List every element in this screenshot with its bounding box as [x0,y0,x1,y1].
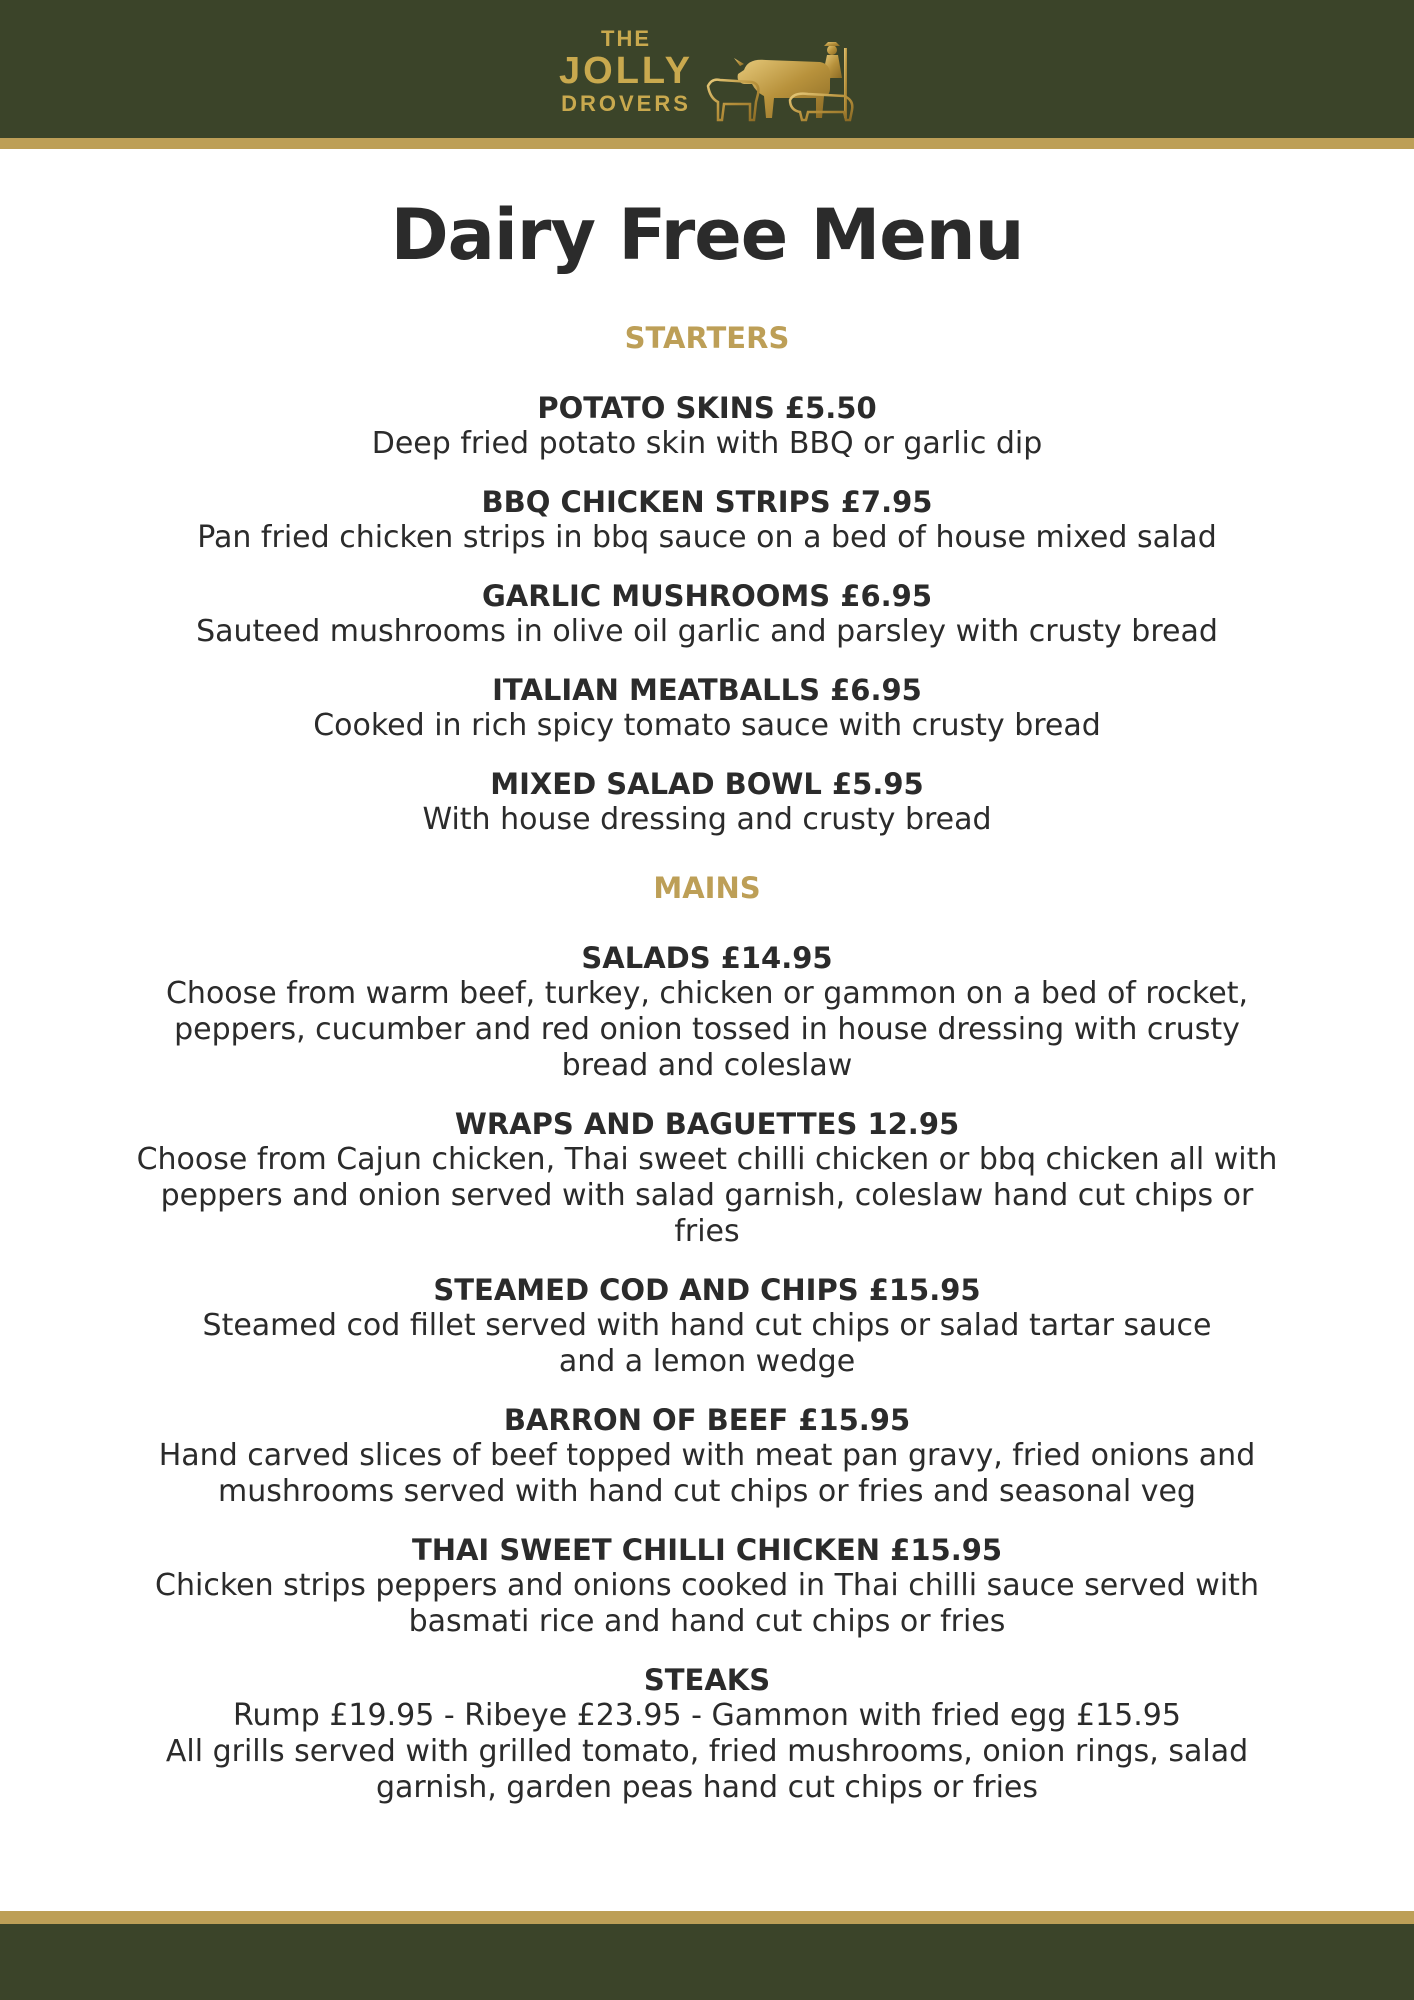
menu-item-name: STEAMED COD AND CHIPS £15.95 [433,1273,981,1307]
menu-item-description: Cooked in rich spicy tomato sauce with crusty bread [313,708,1101,743]
menu-item-description: Choose from Cajun chicken, Thai sweet chilli chicken or bbq chicken all with peppers and onion served with salad garnish, coleslaw hand cut chips or fries [136,1142,1278,1249]
menu-item-description: Steamed cod fillet served with hand cut chips or salad tartar sauce and a lemon wedge [202,1308,1212,1379]
mains-list [60,940,1354,1806]
menu-item-name: POTATO SKINS £5.50 [537,391,877,425]
menu-item [60,766,1354,838]
menu-item [60,1532,1354,1640]
page-title: Dairy Free Menu [390,194,1024,276]
footer-gold-stripe [0,1911,1414,1924]
menu-item-name: ITALIAN MEATBALLS £6.95 [492,673,922,707]
menu-item [60,390,1354,462]
footer-bar [0,1924,1414,2000]
menu-item-description: Sauteed mushrooms in olive oil garlic and parsley with crusty bread [196,614,1218,649]
menu-item-name: BBQ CHICKEN STRIPS £7.95 [481,485,933,519]
logo-wordmark [556,26,696,118]
menu-item [60,672,1354,744]
header-bar [0,0,1414,138]
menu-item [60,1272,1354,1380]
menu-item-name: SALADS £14.95 [581,941,833,975]
menu-item-name: STEAKS [643,1663,771,1697]
starters-list [60,390,1354,838]
menu-item [60,1402,1354,1510]
header-gold-stripe [0,138,1414,149]
menu-item [60,1106,1354,1250]
menu-item-name: THAI SWEET CHILLI CHICKEN £15.95 [411,1533,1003,1567]
menu-item [60,1662,1354,1806]
menu-item-description: With house dressing and crusty bread [422,802,992,837]
menu-item-name: MIXED SALAD BOWL £5.95 [490,767,924,801]
drover-animals-icon [704,40,864,126]
menu-item-description: Rump £19.95 - Ribeye £23.95 - Gammon with fried egg £15.95 All grills served with grilled tomato, fried mushrooms, onion rings, salad garnish, garden peas hand cut chips or fries [165,1698,1249,1805]
menu-item-description: Hand carved slices of beef topped with meat pan gravy, fried onions and mushrooms served with hand cut chips or fries and seasonal veg [158,1438,1256,1509]
menu-item [60,484,1354,556]
logo-drovers: DROVERS [561,91,691,116]
menu-item-description: Pan fried chicken strips in bbq sauce on a bed of house mixed salad [197,520,1217,555]
menu-item [60,578,1354,650]
section-heading-starters: STARTERS [624,321,790,355]
logo-jolly: JOLLY [559,50,693,92]
menu-item-name: BARRON OF BEEF £15.95 [503,1403,911,1437]
section-heading-mains: MAINS [653,871,761,905]
menu-content [60,190,1354,1828]
menu-item-name: GARLIC MUSHROOMS £6.95 [482,579,932,613]
menu-item-description: Choose from warm beef, turkey, chicken or gammon on a bed of rocket, peppers, cucumber and red onion tossed in house dressing with crusty bread and coleslaw [165,976,1248,1083]
menu-item-name: WRAPS AND BAGUETTES 12.95 [454,1107,960,1141]
menu-item-description: Chicken strips peppers and onions cooked in Thai chilli sauce served with basmati rice and hand cut chips or fries [155,1568,1259,1639]
menu-item-description: Deep fried potato skin with BBQ or garlic dip [371,426,1043,461]
menu-item [60,940,1354,1084]
jolly-drovers-logo [556,26,866,126]
logo-the: THE [601,26,651,51]
